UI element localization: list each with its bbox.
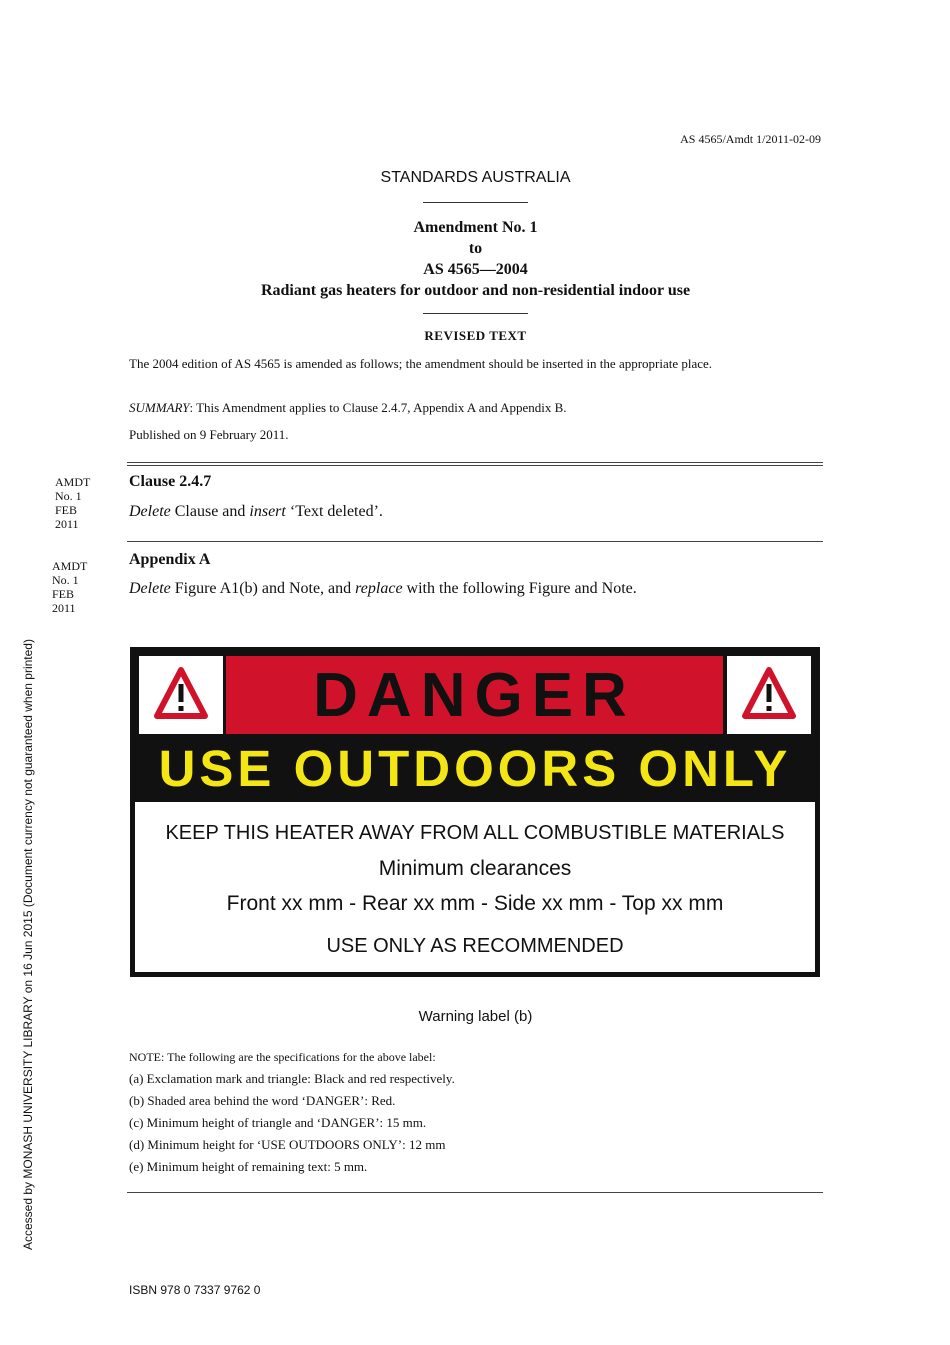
amendment-line-3: AS 4565—2004 — [423, 261, 528, 278]
note-heading: NOTE: The following are the specifications for the above label: — [129, 1050, 436, 1064]
publisher-name: STANDARDS AUSTRALIA — [380, 169, 571, 186]
double-rule-bottom — [127, 465, 823, 466]
margin-note-line: FEB — [52, 587, 75, 601]
margin-note-line: 2011 — [52, 601, 76, 615]
instruction-text: with the following Figure and Note. — [402, 580, 637, 597]
warning-triangle-icon — [139, 656, 223, 734]
amendment-line-1: Amendment No. 1 — [413, 219, 538, 236]
instruction-verb: Delete — [129, 503, 171, 520]
published-date: Published on 9 February 2011. — [129, 427, 289, 442]
double-rule-top — [127, 462, 823, 463]
margin-note-line: AMDT — [55, 475, 91, 489]
label-line-combustible: KEEP THIS HEATER AWAY FROM ALL COMBUSTIBLE MATERIALS — [165, 822, 785, 844]
note-item: (d) Minimum height for ‘USE OUTDOORS ONLY’: 12 mm — [129, 1137, 446, 1152]
note-item: (c) Minimum height of triangle and ‘DANGER’: 15 mm. — [129, 1115, 427, 1130]
instruction-text: Figure A1(b) and Note, and — [170, 580, 356, 597]
warning-triangle-icon — [727, 656, 811, 734]
instruction-verb: Delete — [129, 580, 171, 597]
intro-paragraph: The 2004 edition of AS 4565 is amended as follows; the amendment should be inserted in the appropriate place. — [129, 356, 713, 371]
instruction-verb: insert — [249, 503, 286, 520]
section-title: Clause 2.4.7 — [129, 473, 212, 490]
margin-note-line: AMDT — [52, 559, 88, 573]
danger-row — [135, 652, 815, 740]
access-watermark-text: Accessed by MONASH UNIVERSITY LIBRARY on 16 Jun 2015 (Document currency not guaranteed when printed) — [21, 639, 35, 1250]
document-reference: AS 4565/Amdt 1/2011-02-09 — [680, 132, 821, 146]
summary-paragraph — [129, 399, 822, 416]
summary-text: : This Amendment applies to Clause 2.4.7, Appendix A and Appendix B. — [189, 400, 567, 415]
isbn: ISBN 978 0 7337 9762 0 — [129, 1283, 261, 1297]
bottom-divider — [127, 1192, 823, 1193]
instruction-text: ‘Text deleted’. — [285, 503, 383, 520]
section-instruction — [129, 580, 637, 598]
amendment-title: Radiant gas heaters for outdoor and non-residential indoor use — [260, 282, 691, 299]
amendment-heading — [129, 217, 822, 301]
label-line-recommended: USE ONLY AS RECOMMENDED — [326, 935, 624, 957]
amendment-margin-note — [55, 475, 105, 531]
label-line-dimensions: Front xx mm - Rear xx mm - Side xx mm - Top xx mm — [226, 892, 724, 915]
instruction-verb: replace — [355, 580, 403, 597]
margin-note-line: No. 1 — [55, 489, 82, 503]
section-divider — [127, 541, 823, 542]
note-block — [129, 1046, 822, 1178]
revised-text-heading: REVISED TEXT — [424, 328, 527, 343]
warning-label — [130, 647, 820, 977]
note-item: (e) Minimum height of remaining text: 5 mm. — [129, 1159, 368, 1174]
section-title: Appendix A — [129, 551, 211, 568]
note-item: (a) Exclamation mark and triangle: Black and red respectively. — [129, 1071, 455, 1086]
divider — [423, 313, 528, 314]
amendment-line-2: to — [468, 240, 483, 257]
use-outdoors-banner: USE OUTDOORS ONLY — [135, 734, 815, 802]
margin-note-line: FEB — [55, 503, 78, 517]
amendment-margin-note — [52, 559, 102, 615]
danger-heading: DANGER — [226, 656, 723, 734]
summary-label: SUMMARY — [129, 400, 190, 415]
margin-note-line: 2011 — [55, 517, 79, 531]
divider — [423, 202, 528, 203]
figure-caption: Warning label (b) — [418, 1008, 533, 1025]
margin-note-line: No. 1 — [52, 573, 79, 587]
note-item: (b) Shaded area behind the word ‘DANGER’: Red. — [129, 1093, 396, 1108]
section-instruction — [129, 503, 383, 521]
instruction-text: Clause and — [170, 503, 250, 520]
label-line-clearances: Minimum clearances — [378, 857, 572, 880]
